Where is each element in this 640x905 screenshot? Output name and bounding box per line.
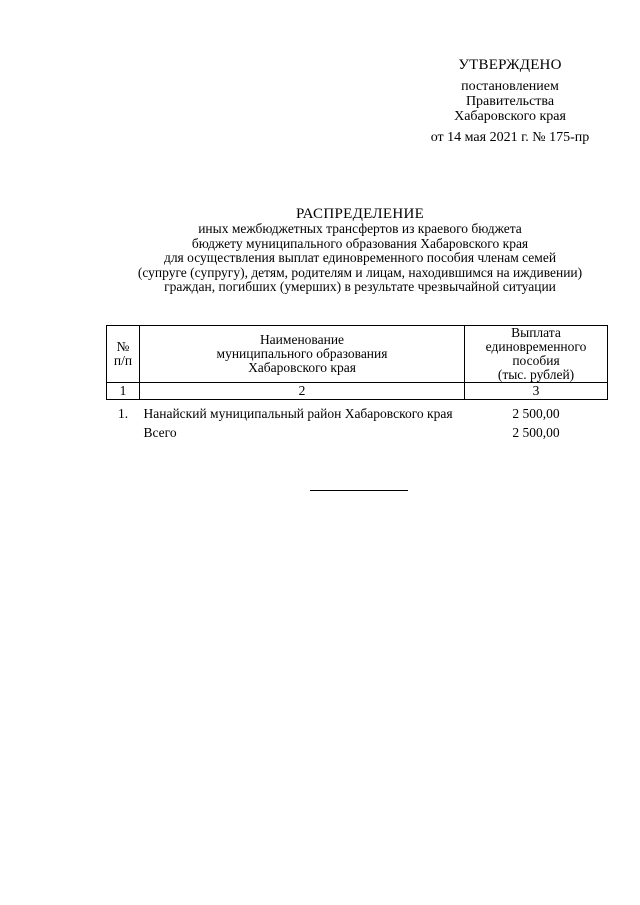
total-number <box>107 421 140 440</box>
row-payment: 2 500,00 <box>512 406 560 421</box>
header-number <box>107 326 140 383</box>
header-number-line: № <box>116 339 130 354</box>
header-municipality-line: Наименование <box>259 332 345 347</box>
header-payment-line: единовременного <box>485 339 587 354</box>
total-row <box>107 421 608 440</box>
table-row <box>107 400 608 422</box>
distribution-table <box>106 325 608 440</box>
approved-label: УТВЕРЖДЕНО <box>458 57 562 73</box>
heading-line: для осуществления выплат единовременного пособия членам семей <box>163 250 557 265</box>
header-number-line: п/п <box>113 353 133 368</box>
header-payment-line: (тыс. рублей) <box>497 367 575 382</box>
document-title: РАСПРЕДЕЛЕНИЕ <box>295 206 425 222</box>
header-payment-line: пособия <box>512 353 560 368</box>
heading-line: (супруге (супругу), детям, родителям и лицам, находившимся на иждивении) <box>137 264 583 280</box>
column-index: 1 <box>107 383 140 400</box>
row-municipality: Нанайский муниципальный район Хабаровского края <box>143 406 453 421</box>
approval-line: Хабаровского края <box>454 109 566 124</box>
heading-line: бюджету муниципального образования Хабаровского края <box>191 235 529 251</box>
table-header-row <box>107 326 608 383</box>
end-divider <box>310 490 408 491</box>
column-index: 3 <box>465 383 608 400</box>
approval-line: постановлением <box>461 79 559 94</box>
header-municipality <box>140 326 465 383</box>
header-municipality-line: муниципального образования <box>216 346 388 361</box>
header-municipality-line: Хабаровского края <box>248 360 356 375</box>
approval-stamp <box>410 58 610 145</box>
column-index: 2 <box>140 383 465 400</box>
header-payment <box>465 326 608 383</box>
header-payment-line: Выплата <box>511 325 561 340</box>
document-heading <box>80 206 640 295</box>
total-label: Всего <box>143 425 177 440</box>
heading-line: иных межбюджетных трансфертов из краевого бюджета <box>198 221 522 236</box>
approval-line: Правительства <box>465 94 555 109</box>
column-index-row <box>107 383 608 400</box>
heading-line: граждан, погибших (умерших) в результате чрезвычайной ситуации <box>164 279 556 294</box>
total-payment: 2 500,00 <box>512 425 560 440</box>
row-number: 1. <box>117 406 129 421</box>
approval-date: от 14 мая 2021 г. № 175-пр <box>430 130 590 145</box>
